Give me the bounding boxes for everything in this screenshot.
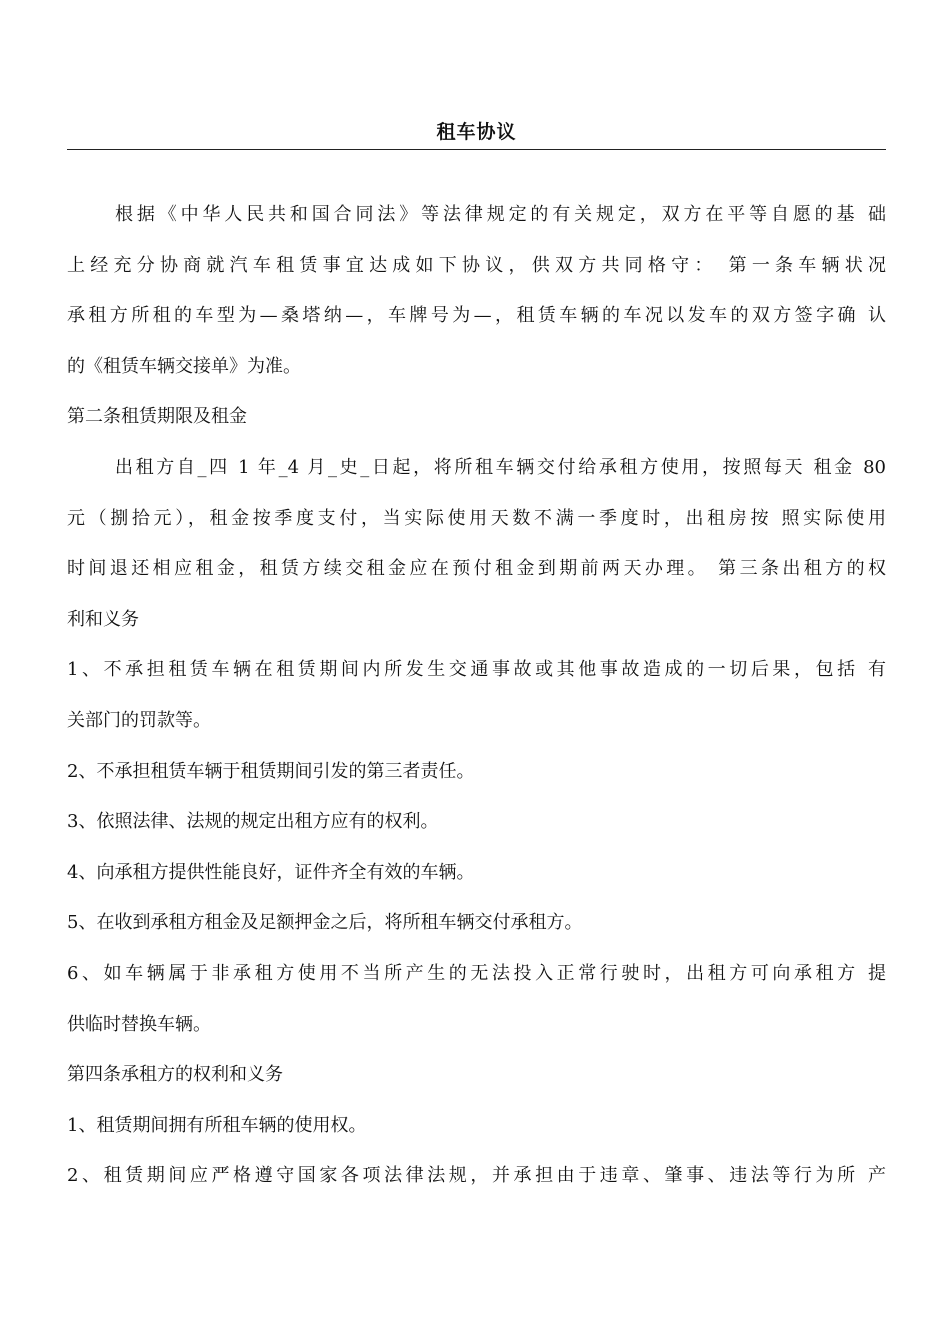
list-item: 1、租赁期间拥有所租车辆的使用权。 (67, 1114, 367, 1136)
document-title: 租车协议 (436, 121, 517, 143)
document-body (67, 190, 886, 1202)
section-heading: 第二条租赁期限及租金 (67, 406, 247, 428)
list-item: 供临时替换车辆。 (67, 1013, 211, 1035)
list-item: 3、依照法律、法规的规定出租方应有的权利。 (67, 811, 439, 833)
paragraph-line: 根据《中华人民共和国合同法》等法律规定的有关规定，双方在平等自愿的基 础 (115, 204, 886, 225)
section-heading: 第四条承租方的权利和义务 (67, 1064, 283, 1086)
paragraph-line: 利和义务 (67, 608, 139, 630)
paragraph-line: 承租方所租的车型为—桑塔纳—，车牌号为—，租赁车辆的车况以发车的双方签字确 认 (67, 305, 886, 327)
list-item: 关部门的罚款等。 (67, 709, 211, 731)
paragraph-line: 时间退还相应租金，租赁方续交租金应在预付租金到期前两天办理。 第三条出租方的权 (67, 558, 886, 580)
paragraph-line: 上经充分协商就汽车租赁事宜达成如下协议，供双方共同格守： 第一条车辆状况 (67, 254, 886, 276)
paragraph-line: 的《租赁车辆交接单》为准。 (67, 355, 301, 377)
list-item: 2、不承担租赁车辆于租赁期间引发的第三者责任。 (67, 760, 475, 782)
list-item: 2、租赁期间应严格遵守国家各项法律法规，并承担由于违章、肇事、违法等行为所 产 (67, 1165, 886, 1187)
list-item: 6、如车辆属于非承租方使用不当所产生的无法投入正常行驶时，出租方可向承租方 提 (67, 962, 886, 984)
paragraph-line: 出租方自_四 1 年_4 月_史_日起，将所租车辆交付给承租方使用，按照每天 租金 80 (115, 456, 886, 478)
list-item: 1、不承担租赁车辆在租赁期间内所发生交通事故或其他事故造成的一切后果，包括 有 (67, 659, 886, 681)
list-item: 4、向承租方提供性能良好，证件齐全有效的车辆。 (67, 861, 475, 883)
list-item: 5、在收到承租方租金及足额押金之后，将所租车辆交付承租方。 (67, 912, 583, 934)
paragraph-line: 元（捌拾元），租金按季度支付，当实际使用天数不满一季度时，出租房按 照实际使用 (67, 507, 886, 529)
title-divider (67, 149, 886, 150)
